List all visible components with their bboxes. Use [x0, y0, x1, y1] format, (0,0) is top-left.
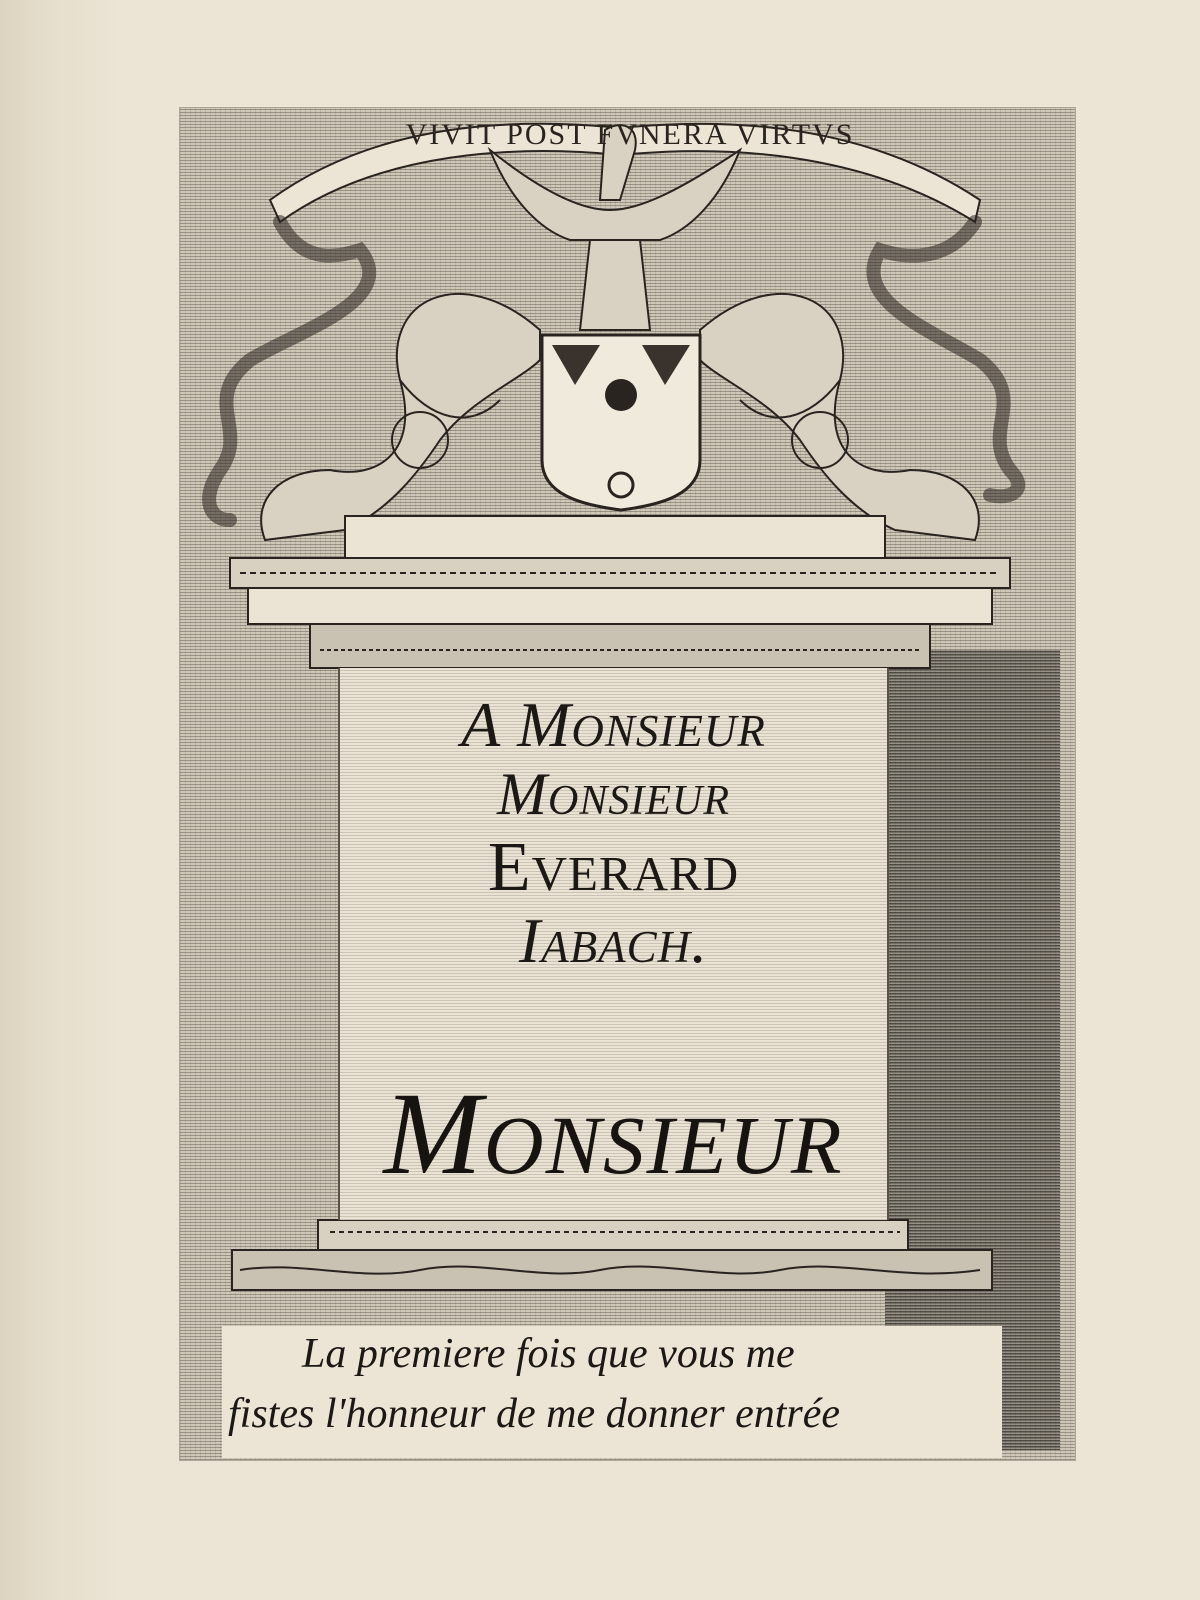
dedication-line-1: A Monsieur	[461, 689, 766, 760]
salutation-heading: Monsieur	[383, 1068, 844, 1199]
dedication-line-2: Monsieur	[497, 761, 730, 827]
caption-line-2: fistes l'honneur de me donner entrée	[228, 1391, 841, 1437]
motto-text: VIVIT POST FVNERA VIRTVS	[405, 118, 855, 151]
motto-ribbon-text	[270, 118, 990, 152]
coat-of-arms-shield-icon	[542, 335, 700, 510]
dedication-line-4: Iabach.	[518, 905, 709, 976]
caption-block	[222, 1326, 1002, 1458]
dedication-panel	[338, 668, 889, 1220]
winged-horse-crest-icon	[490, 125, 740, 330]
caption-line-1: La premiere fois que vous me	[302, 1331, 795, 1377]
dedication-line-3: Everard	[487, 829, 740, 906]
